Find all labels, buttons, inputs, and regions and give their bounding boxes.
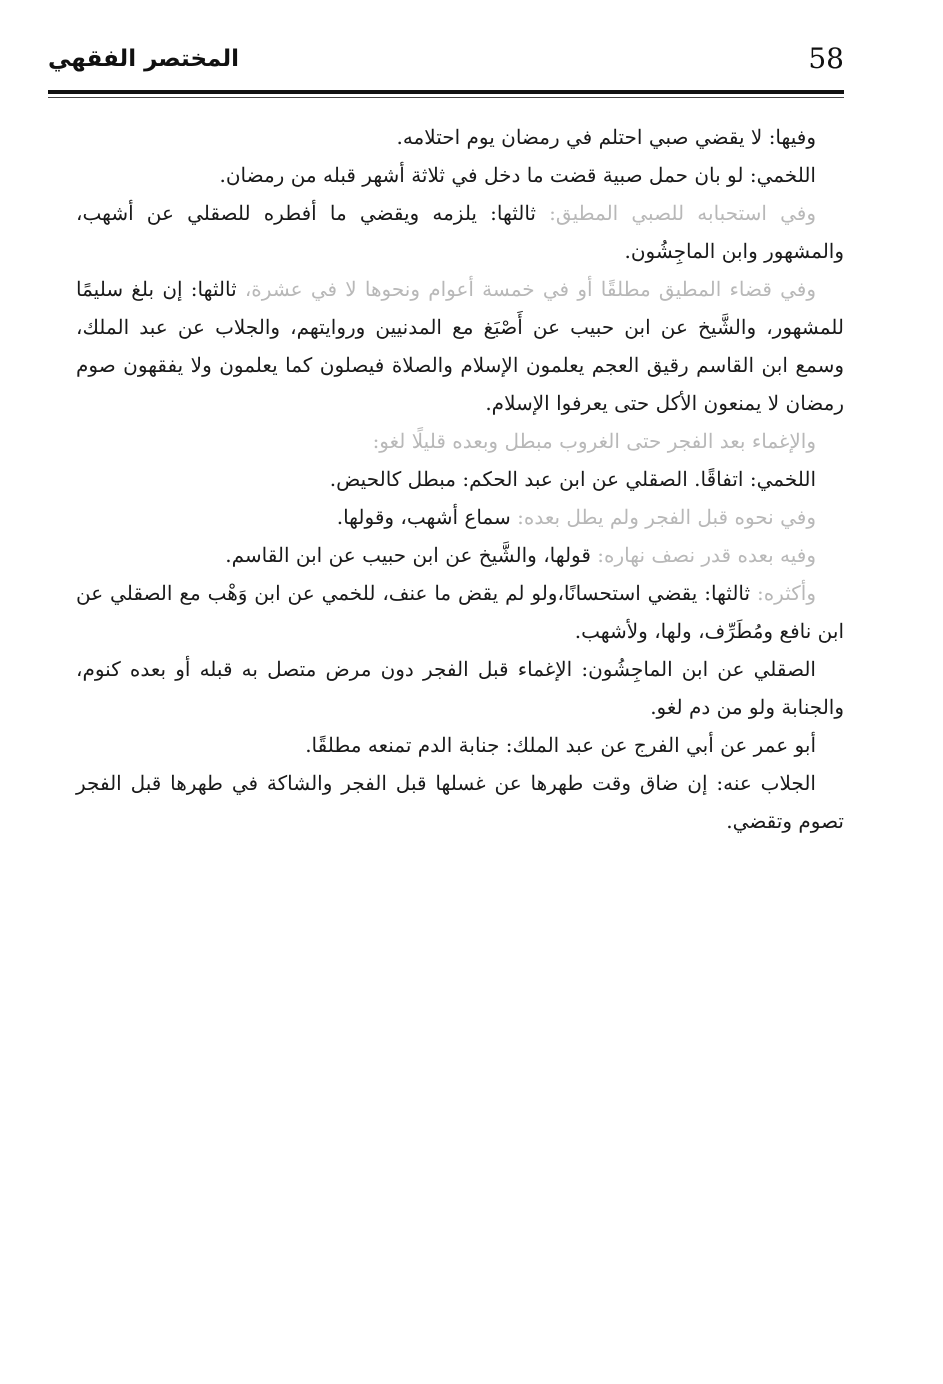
faded-heading: وفي استحبابه للصبي المطيق:	[536, 201, 816, 225]
header-rule-thin	[48, 97, 844, 98]
paragraph-text: ثالثها: يلزمه ويقضي ما أفطره للصقلي عن أشهب، والمشهور وابن الماجِشُون.	[76, 201, 844, 263]
paragraph	[76, 270, 844, 422]
running-title: المختصر الفقهي	[48, 46, 239, 72]
paragraph	[76, 536, 844, 574]
paragraph	[76, 422, 844, 460]
header-rule-thick	[48, 90, 844, 94]
paragraph-text: قولها، والشَّيخ عن ابن حبيب عن ابن القاسم.	[225, 543, 591, 567]
paragraph	[76, 156, 844, 194]
faded-heading: وفيه بعده قدر نصف نهاره:	[590, 543, 816, 567]
paragraph-text: اللخمي: لو بان حمل صبية قضت ما دخل في ثلاثة أشهر قبله من رمضان.	[219, 163, 816, 187]
paragraph-text: اللخمي: اتفاقًا. الصقلي عن ابن عبد الحكم: مبطل كالحيض.	[329, 467, 816, 491]
paragraph	[76, 764, 844, 840]
paragraph-text: أبو عمر عن أبي الفرج عن عبد الملك: جنابة الدم تمنعه مطلقًا.	[305, 733, 816, 757]
paragraph-text: الجلاب عنه: إن ضاق وقت طهرها عن غسلها قبل الفجر والشاكة في طهرها قبل الفجر تصوم وتقضي.	[76, 771, 844, 833]
faded-heading: وفي نحوه قبل الفجر ولم يطل بعده:	[510, 505, 816, 529]
paragraph-text: الصقلي عن ابن الماجِشُون: الإغماء قبل الفجر دون مرض متصل به قبله أو بعده كنوم، والجنابة ولو من دم لغو.	[76, 657, 844, 719]
page-number: 58	[808, 42, 844, 75]
paragraph	[76, 574, 844, 650]
faded-heading: وفي قضاء المطيق مطلقًا أو في خمسة أعوام ونحوها لا في عشرة،	[236, 277, 816, 301]
paragraph-text: وفيها: لا يقضي صبي احتلم في رمضان يوم احتلامه.	[396, 125, 816, 149]
faded-heading: والإغماء بعد الفجر حتى الغروب مبطل وبعده قليلًا لغو:	[372, 429, 816, 453]
faded-heading: وأكثره:	[750, 581, 816, 605]
paragraph	[76, 194, 844, 270]
paragraph-text: سماع أشهب، وقولها.	[336, 505, 511, 529]
paragraph	[76, 460, 844, 498]
body-text	[76, 118, 844, 840]
paragraph-text: ثالثها: يقضي استحسانًا،ولو لم يقض ما عنف، للخمي عن ابن وَهْب مع الصقلي عن ابن نافع ومُطَرِّف، ولها، ولأشهب.	[76, 581, 844, 643]
paragraph	[76, 726, 844, 764]
paragraph	[76, 650, 844, 726]
paragraph	[76, 498, 844, 536]
paragraph-text: ثالثها: إن بلغ سليمًا للمشهور، والشَّيخ عن ابن حبيب عن أَصْبَغ مع المدنيين وروايتهم، والجلاب عن عبد الملك، وسمع ابن القاسم رقيق العجم يعلمون الإسلام والصلاة فيصلون كما يعلمون ولا يفقهون صوم رمضان لا يمنعون الأكل حتى يعرفوا الإسلام.	[76, 277, 844, 415]
paragraph	[76, 118, 844, 156]
page-header	[48, 38, 844, 90]
